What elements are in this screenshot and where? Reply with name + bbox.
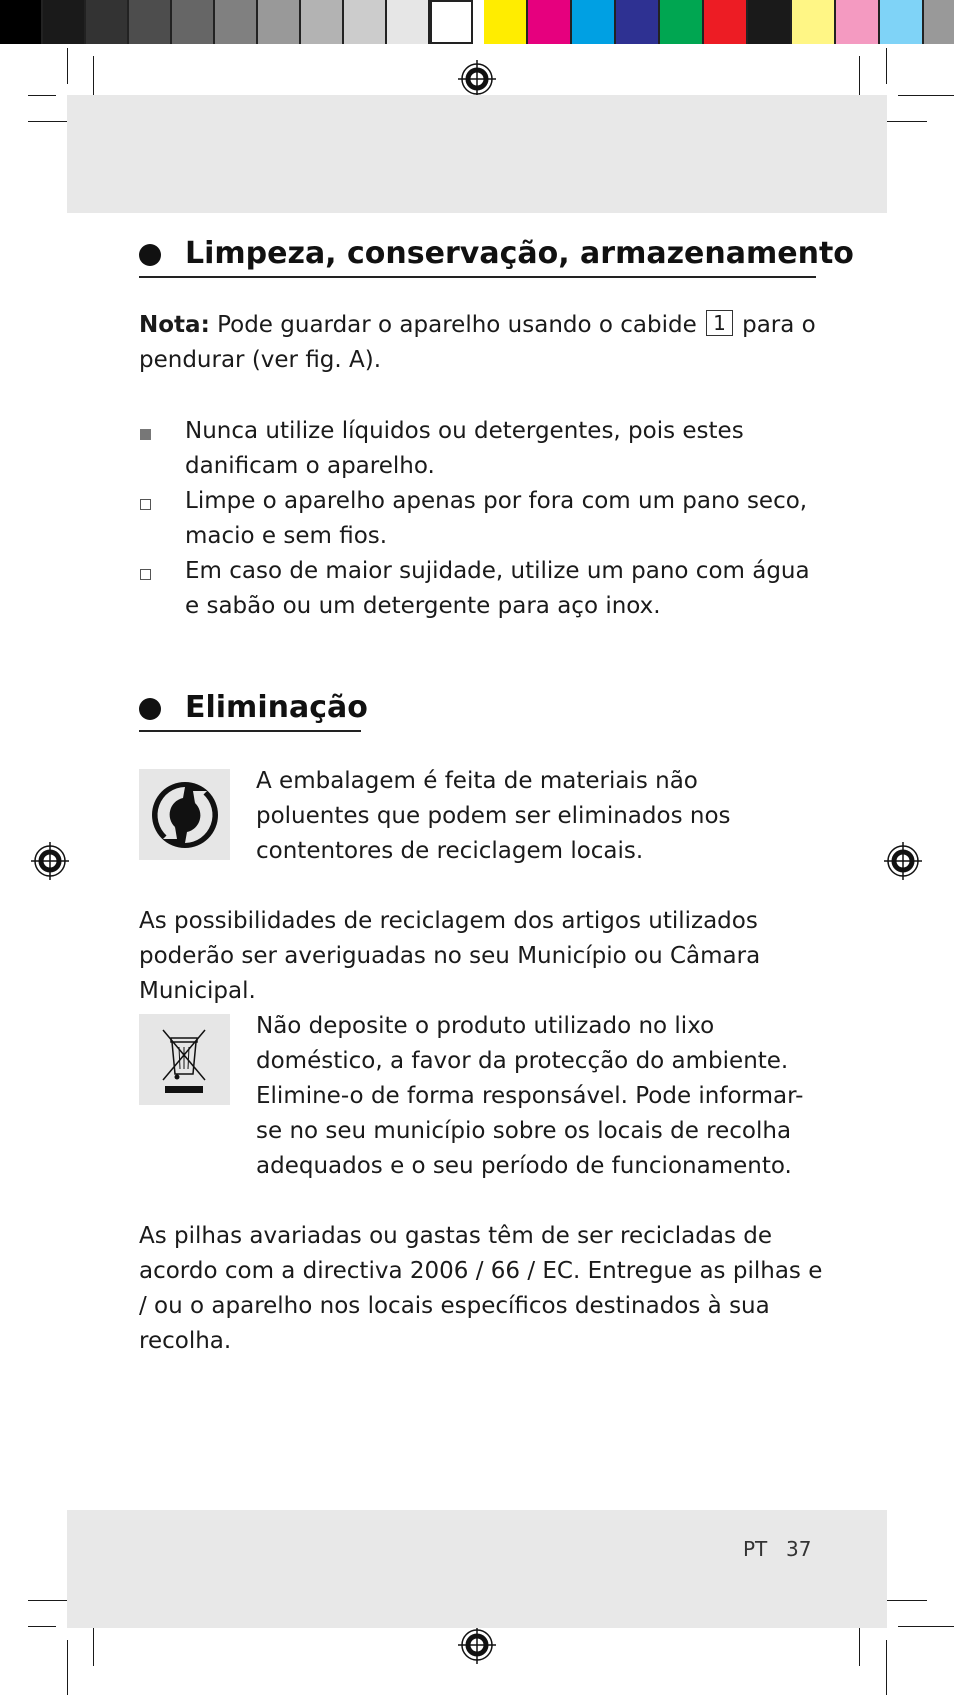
color-swatch bbox=[215, 0, 258, 44]
weee-paragraph: Não deposite o produto utilizado no lixo doméstico, a favor da protecção do ambiente. Elimine-o de forma responsável. Pode informar-se no seu município sobre os locais de recolha adequados e o seu período de funcionamento. bbox=[256, 1013, 804, 1179]
color-swatch bbox=[572, 0, 616, 44]
section-title-text: Limpeza, conservação, armazenamento bbox=[185, 236, 854, 271]
footer-language: PT bbox=[743, 1537, 768, 1561]
filled-square-bullet-icon bbox=[140, 429, 151, 440]
crop-mark bbox=[898, 1626, 954, 1627]
footer-band bbox=[67, 1510, 887, 1628]
color-swatch bbox=[924, 0, 954, 44]
crop-mark bbox=[28, 1626, 56, 1627]
list-item: Em caso de maior sujidade, utilize um pano com água e sabão ou um detergente para aço inox. bbox=[139, 554, 819, 624]
registration-mark-icon bbox=[458, 60, 496, 98]
recycling-paragraph: As possibilidades de reciclagem dos artigos utilizados poderão ser averiguadas no seu Município ou Câmara Municipal. bbox=[139, 908, 761, 1004]
crop-mark bbox=[67, 1640, 68, 1695]
section-title-text: Eliminação bbox=[185, 690, 368, 725]
bullet-dot bbox=[139, 698, 161, 720]
section-underline bbox=[139, 276, 816, 278]
color-swatch bbox=[258, 0, 301, 44]
grey-calibration-bar bbox=[0, 0, 473, 46]
note-text-before: Pode guardar o aparelho usando o cabide bbox=[217, 312, 697, 338]
crop-mark bbox=[67, 48, 68, 84]
list-item: Limpe o aparelho apenas por fora com um pano seco, macio e sem fios. bbox=[139, 484, 819, 554]
crop-mark bbox=[28, 95, 56, 96]
color-swatch bbox=[484, 0, 528, 44]
bullet-dot bbox=[139, 244, 161, 266]
green-dot-recycling-icon bbox=[139, 769, 230, 860]
color-swatch bbox=[616, 0, 660, 44]
registration-mark-icon bbox=[31, 842, 69, 880]
packaging-paragraph: A embalagem é feita de materiais não poluentes que podem ser eliminados nos contentores de reciclagem locais. bbox=[256, 768, 731, 864]
color-swatch bbox=[387, 0, 430, 44]
color-swatch bbox=[704, 0, 748, 44]
color-swatch bbox=[344, 0, 387, 44]
header-band bbox=[67, 95, 887, 213]
color-swatch bbox=[301, 0, 344, 44]
note-text-after: para o pendurar (ver fig. A). bbox=[139, 312, 816, 373]
page-number: 37 bbox=[786, 1537, 812, 1561]
section-title-disposal bbox=[139, 688, 368, 728]
note-paragraph bbox=[139, 308, 819, 378]
empty-square-bullet-icon bbox=[140, 569, 151, 580]
note-label: Nota: bbox=[139, 312, 210, 338]
color-calibration-bar bbox=[484, 0, 954, 46]
color-swatch bbox=[660, 0, 704, 44]
cleaning-instructions-list bbox=[139, 414, 819, 624]
color-swatch bbox=[836, 0, 880, 44]
registration-mark-icon bbox=[458, 1626, 496, 1664]
hanger-reference: 1 bbox=[706, 310, 733, 336]
registration-mark-icon bbox=[884, 842, 922, 880]
color-swatch bbox=[792, 0, 836, 44]
color-swatch bbox=[528, 0, 572, 44]
color-swatch bbox=[430, 0, 473, 44]
crop-mark bbox=[898, 95, 954, 96]
color-swatch bbox=[0, 0, 43, 44]
section-underline bbox=[139, 730, 361, 732]
crossed-out-wheelie-bin-icon bbox=[139, 1014, 230, 1105]
color-swatch bbox=[86, 0, 129, 44]
crop-mark bbox=[886, 48, 887, 84]
color-swatch bbox=[880, 0, 924, 44]
empty-square-bullet-icon bbox=[140, 499, 151, 510]
batteries-paragraph: As pilhas avariadas ou gastas têm de ser recicladas de acordo com a directiva 2006 / 66 / EC. Entregue as pilhas e / ou o aparelho nos locais específicos destinados à sua recolha. bbox=[139, 1223, 823, 1354]
color-swatch bbox=[129, 0, 172, 44]
color-swatch bbox=[172, 0, 215, 44]
color-swatch bbox=[748, 0, 792, 44]
list-item: Nunca utilize líquidos ou detergentes, pois estes danificam o aparelho. bbox=[139, 414, 819, 484]
color-swatch bbox=[43, 0, 86, 44]
crop-mark bbox=[886, 1640, 887, 1695]
section-title-cleaning bbox=[139, 234, 854, 274]
